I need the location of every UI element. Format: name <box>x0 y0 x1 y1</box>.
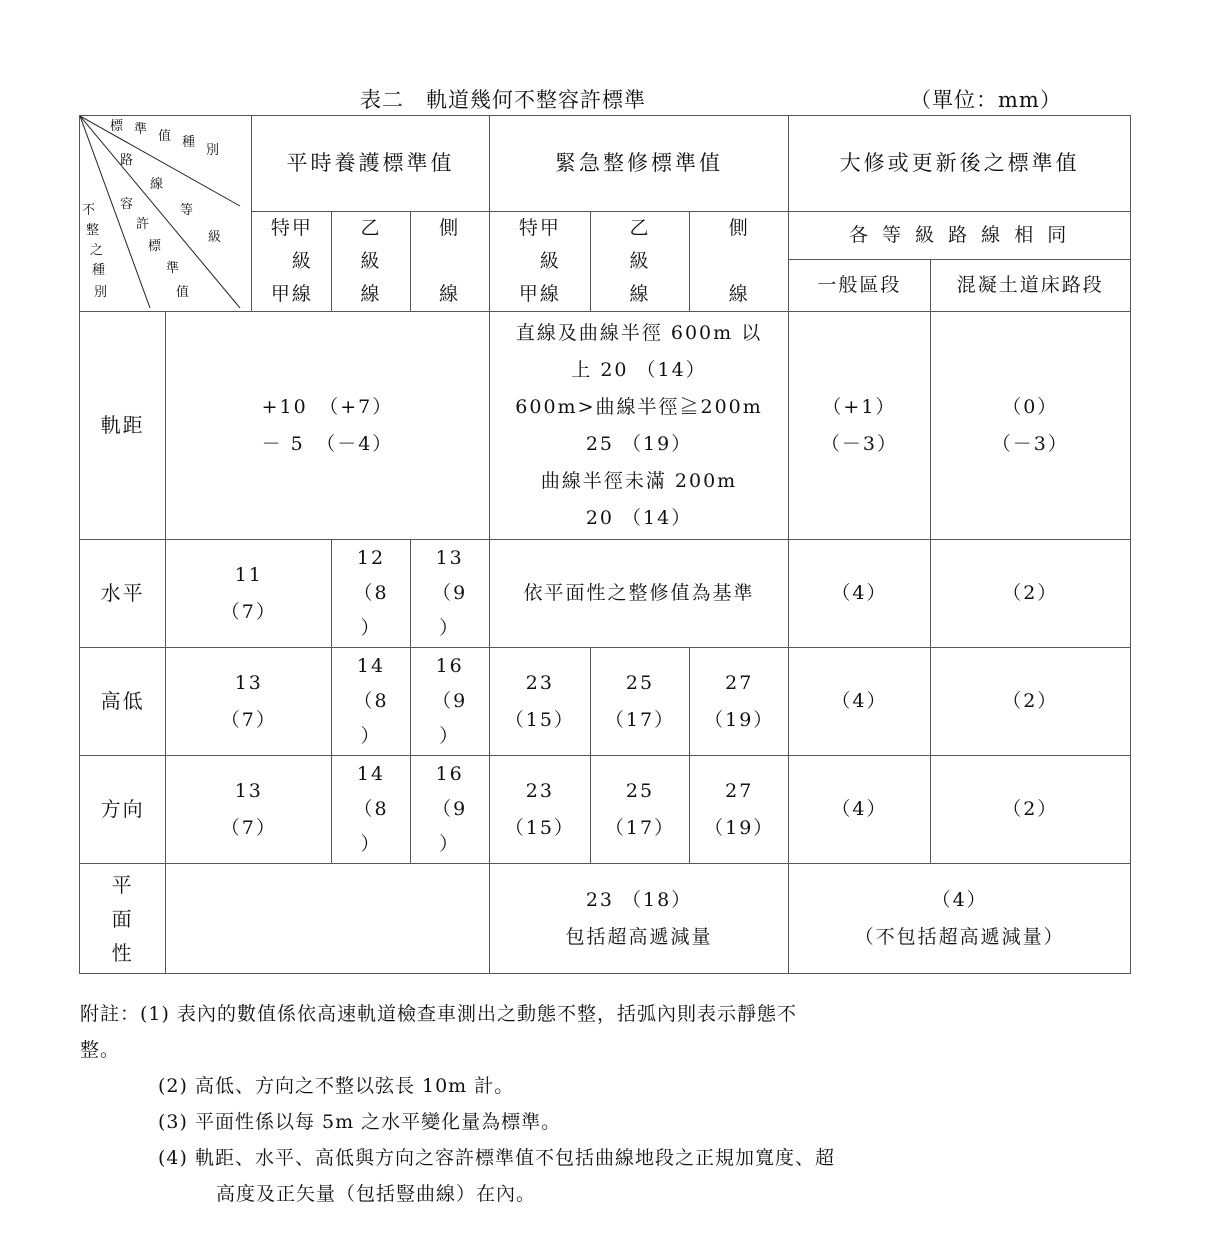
corner-label: 值 <box>158 129 174 144</box>
corner-label: 別 <box>206 143 222 158</box>
longlevel-emergency-special-a: 23 （15） <box>489 648 590 756</box>
corner-label: 準 <box>166 261 182 276</box>
gauge-emergency-value: 直線及曲線半徑 600m 以 上 20 （14） 600m>曲線半徑≧200m 25 （19） 曲線半徑未滿 200m 20 （14） <box>489 312 789 540</box>
note-1-cont: 整。 <box>80 1039 121 1061</box>
alignment-emergency-special-a: 23 （15） <box>489 756 590 864</box>
footnotes <box>80 996 835 1212</box>
corner-label: 不 <box>82 203 98 218</box>
table-row-gauge <box>80 312 1131 540</box>
subheader-regular-b: 乙 級 線 <box>332 212 410 312</box>
level-regular-special-a: 11 （7） <box>166 540 332 648</box>
tolerance-table <box>79 115 1131 974</box>
corner-label: 標 <box>148 239 164 254</box>
longlevel-emergency-side: 27 （19） <box>690 648 789 756</box>
gauge-concrete-value: （0） （－3） <box>930 312 1130 540</box>
row-label: 方向 <box>80 756 166 864</box>
table-row-alignment <box>80 756 1131 864</box>
level-regular-side: 13 （9 ） <box>410 540 489 648</box>
header-emergency-repair: 緊急整修標準值 <box>489 116 789 212</box>
corner-label: 線 <box>150 177 166 192</box>
corner-label: 級 <box>208 230 224 245</box>
alignment-regular-side: 16 （9 ） <box>410 756 489 864</box>
longlevel-regular-b: 14 （8 ） <box>332 648 410 756</box>
note-2: (2) 高低、方向之不整以弦長 10m 計。 <box>158 1075 515 1097</box>
subheader-regular-special-a: 特甲 級 甲線 <box>252 212 332 312</box>
note-3: (3) 平面性係以每 5m 之水平變化量為標準。 <box>158 1111 562 1133</box>
subheader-overhaul-common: 各 等 級 路 線 相 同 <box>789 212 1131 260</box>
corner-label: 之 <box>90 243 106 258</box>
level-emergency-value: 依平面性之整修值為基準 <box>489 540 789 648</box>
header-regular-maintenance: 平時養護標準值 <box>252 116 489 212</box>
corner-label: 整 <box>86 223 102 238</box>
corner-label: 許 <box>136 217 152 232</box>
note-4: (4) 軌距、水平、高低與方向之容許標準值不包括曲線地段之正規加寬度、超 <box>158 1147 835 1169</box>
table-row-longitudinal-level <box>80 648 1131 756</box>
longlevel-general-value: （4） <box>789 648 930 756</box>
alignment-emergency-b: 25 （17） <box>590 756 689 864</box>
subheader-general-section: 一般區段 <box>789 259 930 311</box>
subheader-emergency-side: 側 線 <box>690 212 789 312</box>
corner-label: 別 <box>94 285 110 300</box>
row-label: 軌距 <box>80 312 166 540</box>
level-general-value: （4） <box>789 540 930 648</box>
level-regular-b: 12 （8 ） <box>332 540 410 648</box>
gauge-regular-value: +10 （+7） － 5 （－4） <box>166 312 490 540</box>
alignment-regular-special-a: 13 （7） <box>166 756 332 864</box>
corner-label: 標 <box>110 119 126 134</box>
row-label: 水平 <box>80 540 166 648</box>
corner-label: 值 <box>176 285 192 300</box>
longlevel-regular-side: 16 （9 ） <box>410 648 489 756</box>
subheader-concrete-section: 混凝土道床路段 <box>930 259 1130 311</box>
level-concrete-value: （2） <box>930 540 1130 648</box>
row-label: 平 面 性 <box>80 864 166 974</box>
twist-regular-value <box>166 864 490 974</box>
notes-prefix: 附註： <box>80 1003 141 1025</box>
table-row-twist <box>80 864 1131 974</box>
gauge-general-value: （+1） （－3） <box>789 312 930 540</box>
table-row-level <box>80 540 1131 648</box>
note-1: 附註：(1) 表內的數值係依高速軌道檢查車測出之動態不整，括弧內則表示靜態不 <box>80 1003 797 1025</box>
header-overhaul: 大修或更新後之標準值 <box>789 116 1131 212</box>
alignment-emergency-side: 27 （19） <box>690 756 789 864</box>
row-label: 高低 <box>80 648 166 756</box>
alignment-concrete-value: （2） <box>930 756 1130 864</box>
corner-label: 種 <box>92 263 108 278</box>
corner-label: 路 <box>120 153 136 168</box>
note-4-cont: 高度及正矢量（包括豎曲線）在內。 <box>216 1183 537 1205</box>
longlevel-concrete-value: （2） <box>930 648 1130 756</box>
subheader-emergency-special-a: 特甲 級 甲線 <box>489 212 590 312</box>
longlevel-emergency-b: 25 （17） <box>590 648 689 756</box>
corner-header <box>80 116 252 312</box>
subheader-emergency-b: 乙 級 線 <box>590 212 689 312</box>
table-title: 表二 軌道幾何不整容許標準 <box>360 88 646 112</box>
longlevel-regular-special-a: 13 （7） <box>166 648 332 756</box>
twist-overhaul-value: （4） （不包括超高遞減量） <box>789 864 1131 974</box>
alignment-regular-b: 14 （8 ） <box>332 756 410 864</box>
corner-label: 種 <box>182 135 198 150</box>
twist-emergency-value: 23 （18） 包括超高遞減量 <box>489 864 789 974</box>
diagonal-lines <box>80 116 252 308</box>
corner-label: 容 <box>120 197 136 212</box>
unit-label: （單位：mm） <box>910 88 1062 112</box>
alignment-general-value: （4） <box>789 756 930 864</box>
corner-label: 準 <box>134 122 150 137</box>
subheader-regular-side: 側 線 <box>410 212 489 312</box>
corner-label: 等 <box>180 203 196 218</box>
